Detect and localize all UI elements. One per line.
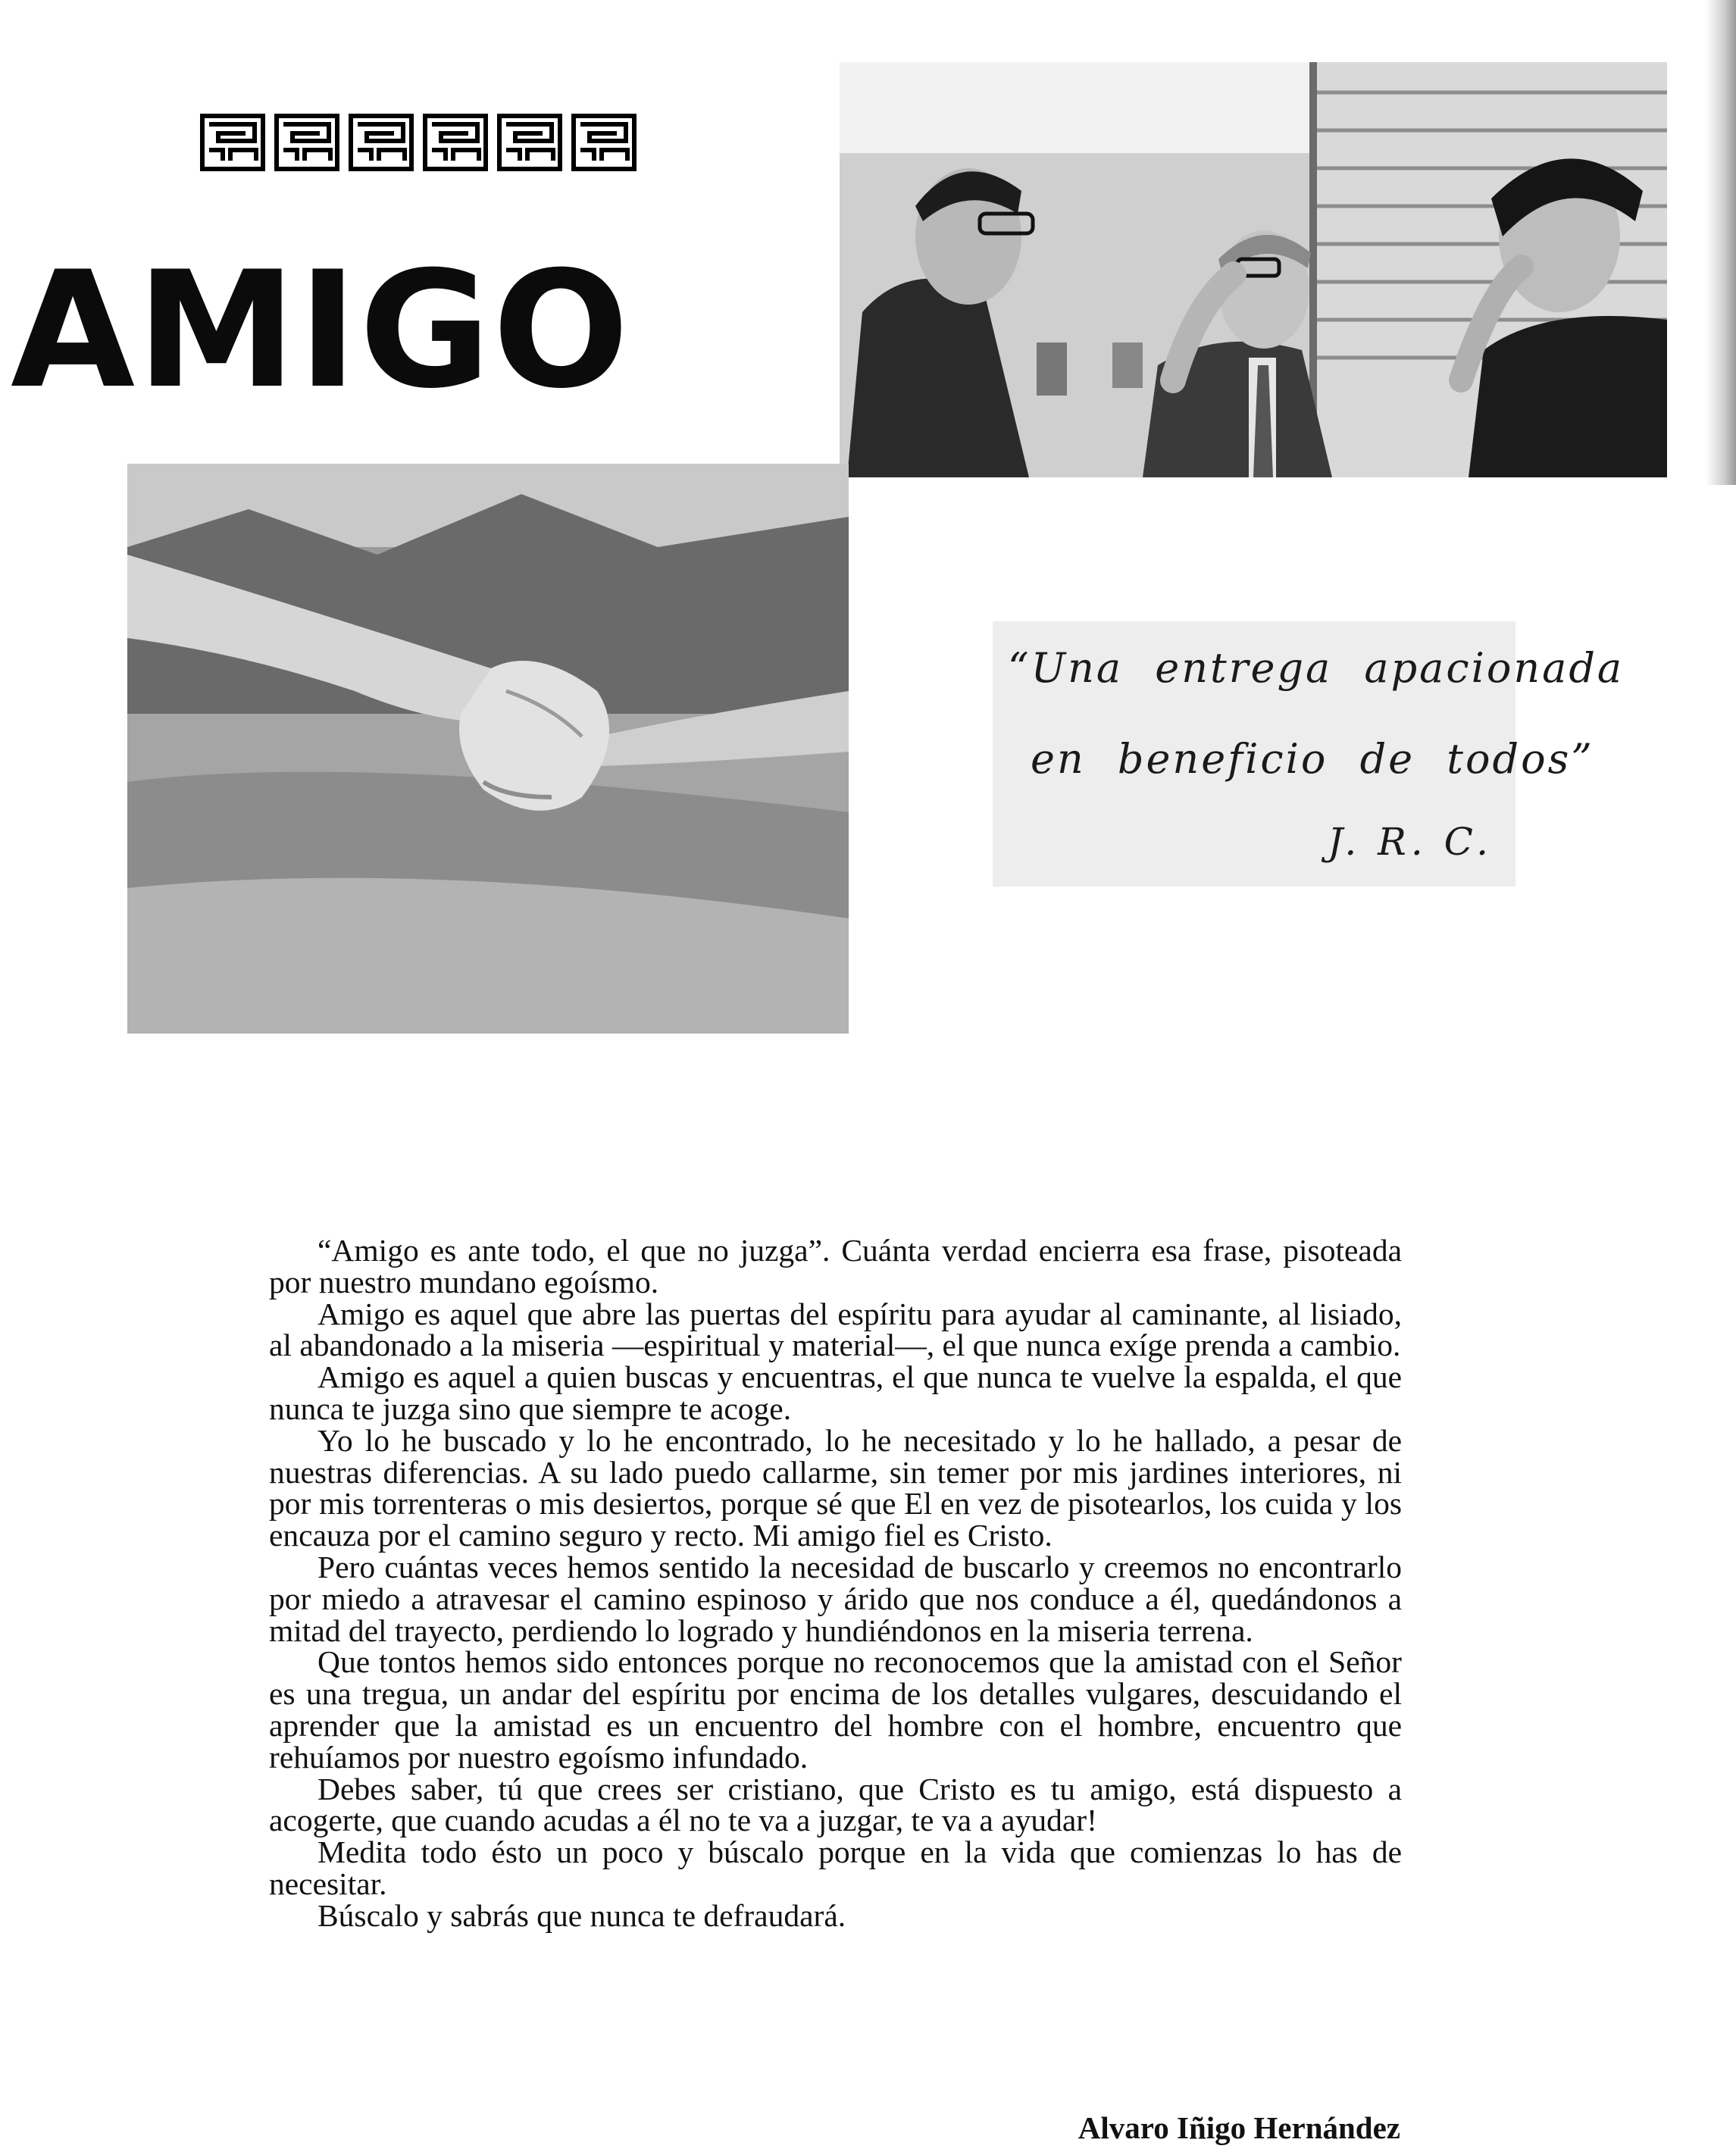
article-paragraph: Búscalo y sabrás que nunca te defraudará. [317,1897,846,1933]
article-paragraph: “Amigo es ante todo, el que no juzga”. Cuánta verdad encierra esa frase, pisoteada por nuestro mundano egoísmo. [269,1233,1402,1300]
greek-key-icon [274,114,339,171]
article-paragraph: Medita todo ésto un poco y búscalo porque en la vida que comienzas lo has de necesitar. [269,1834,1402,1901]
quote-initials: J. R. C. [1328,820,1493,864]
greek-key-ornament [200,114,637,171]
article-paragraph: Pero cuántas veces hemos sentido la necesidad de buscarlo y creemos no encontrarlo por miedo a atravesar el camino espinoso y árido que nos conduce a él, quedándonos a mitad del trayecto, perdiendo lo logrado y hundiéndonos en la miseria terrena. [269,1549,1402,1648]
epigraph-quote [993,621,1625,887]
greek-key-icon [423,114,488,171]
greek-key-icon [200,114,265,171]
article-paragraph: Debes saber, tú que crees ser cristiano, que Cristo es tu amigo, está dispuesto a acogerte, que cuando acudas a él no te va a juzgar, te va a ayudar! [269,1771,1402,1838]
greek-key-icon [497,114,562,171]
greek-key-icon [349,114,414,171]
three-men-photo [840,62,1667,477]
article-paragraph: Yo lo he buscado y lo he encontrado, lo he necesitado y lo he hallado, a pesar de nuestras diferencias. A su lado puedo callarme, sin temer por mis jardines interiores, ni por mis torrenteras o mis desiertos, porque sé que El en vez de pisotearlos, los cuida y los encauza por el camino seguro y recto. Mi amigo fiel es Cristo. [269,1422,1402,1553]
handshake-photo-illustration [127,464,849,1034]
article-paragraph: Amigo es aquel que abre las puertas del espíritu para ayudar al caminante, al lisiado, al abandonado a la miseria —espiritual y material—, el que nunca exíge prenda a cambio. [269,1296,1402,1363]
handshake-photo [127,464,849,1034]
greek-key-icon [571,114,637,171]
article-paragraph: Que tontos hemos sido entonces porque no reconocemos que la amistad con el Señor es una tregua, un andar del espíritu por encima de los detalles vulgares, descuidando el aprender que la amistad es un encuentro del hombre con el hombre, encuentro que rehuíamos por nuestro egoísmo infundado. [269,1644,1402,1775]
article-paragraph: Amigo es aquel a quien buscas y encuentras, el que nunca te vuelve la espalda, el que nunca te juzga sino que siempre te acoge. [269,1359,1402,1426]
quote-line-1: “Una entrega apacionada [1008,644,1625,692]
article-body [269,1235,1402,1932]
page-edge-shadow [1706,0,1736,485]
page-title: AMIGO [11,236,631,424]
quote-line-2: en beneficio de todos” [1031,735,1594,783]
men-photo-illustration [840,62,1667,477]
author-signature: Alvaro Iñigo Hernández [1078,2110,1400,2145]
